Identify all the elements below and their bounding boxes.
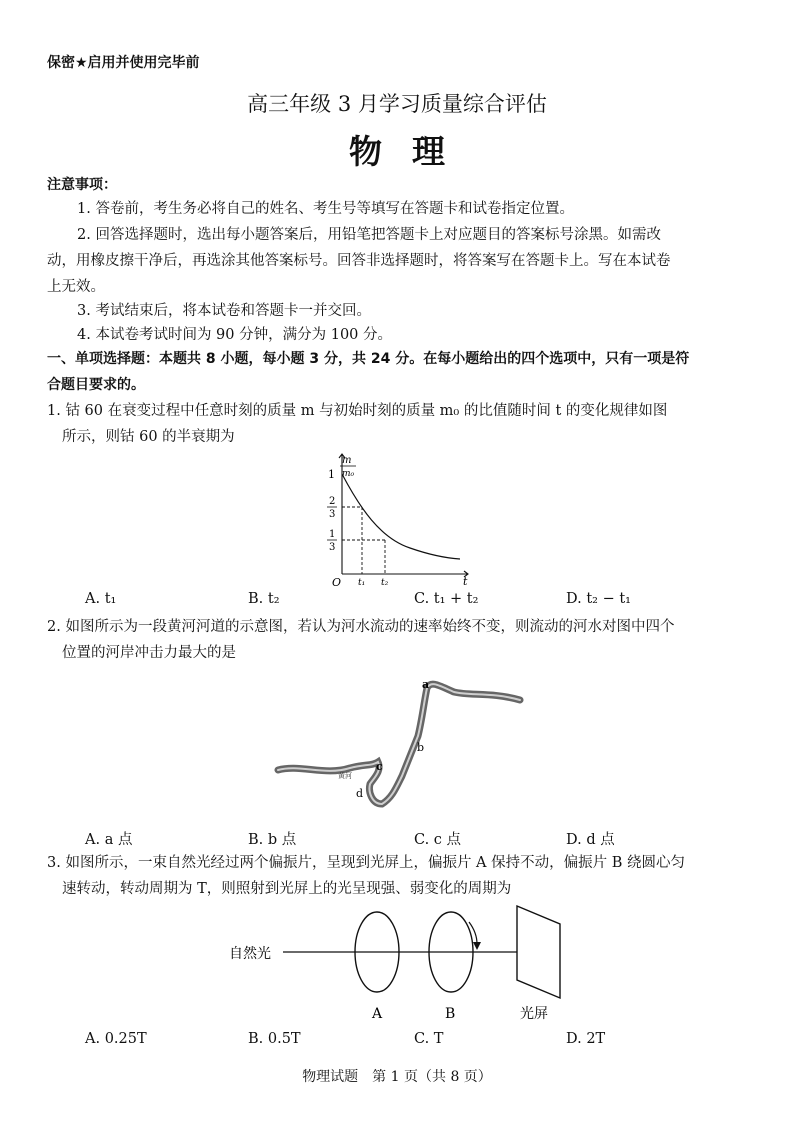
q1-stem-cont: 所示，则钴 60 的半衰期为 xyxy=(62,429,235,445)
polarizer-diagram xyxy=(225,900,585,1030)
guide-lines xyxy=(342,507,385,574)
q1-option-b: B. t₂ xyxy=(248,591,280,607)
river-path xyxy=(278,684,520,804)
point-d-label: d xyxy=(356,787,364,800)
point-a-label: a xyxy=(422,678,430,691)
decay-graph xyxy=(320,448,480,588)
section-heading: 一、单项选择题：本题共 8 小题，每小题 3 分，共 24 分。在每小题给出的四个选项中，只有一项是符 xyxy=(47,351,690,367)
notice-item: 动，用橡皮擦干净后，再选涂其他答案标号。回答非选择题时，将答案写在答题卡上。写在本试卷 xyxy=(47,253,671,269)
tick-2-3-den: 3 xyxy=(329,509,336,520)
notice-item: 4. 本试卷考试时间为 90 分钟，满分为 100 分。 xyxy=(77,327,393,343)
subject-title: 物理 xyxy=(349,132,475,171)
rotation-arrowhead xyxy=(473,942,481,950)
q3-stem-cont: 速转动，转动周期为 T，则照射到光屏上的光呈现强、弱变化的周期为 xyxy=(62,881,512,897)
tick-1-3-den: 3 xyxy=(329,542,336,553)
screen-shape xyxy=(517,906,560,998)
q2-option-d: D. d 点 xyxy=(566,832,615,848)
notice-heading: 注意事项： xyxy=(47,177,117,193)
q2-stem-cont: 位置的河岸冲击力最大的是 xyxy=(62,645,236,661)
graph-axes xyxy=(339,454,468,577)
screen-label: 光屏 xyxy=(520,1006,548,1022)
q3-stem: 3. 如图所示，一束自然光经过两个偏振片，呈现到光屏上，偏振片 A 保持不动，偏振片 B 绕圆心匀 xyxy=(47,855,686,871)
point-c-label: c xyxy=(376,760,383,773)
river-name-label: 黄河 xyxy=(338,772,352,780)
decay-curve xyxy=(342,474,460,559)
section-heading-cont: 合题目要求的。 xyxy=(47,377,145,393)
q1-option-c: C. t₁ + t₂ xyxy=(414,591,479,607)
point-b-label: b xyxy=(417,741,425,754)
page-footer: 物理试题 第 1 页（共 8 页） xyxy=(302,1069,492,1085)
q3-option-a: A. 0.25T xyxy=(85,1031,147,1047)
q1-stem: 1. 钴 60 在衰变过程中任意时刻的质量 m 与初始时刻的质量 m₀ 的比值随时间 t 的变化规律如图 xyxy=(47,403,668,419)
y-label-num: m xyxy=(342,455,352,466)
exam-title: 高三年级 3 月学习质量综合评估 xyxy=(247,92,547,116)
notice-item: 1. 答卷前，考生务必将自己的姓名、考生号等填写在答题卡和试卷指定位置。 xyxy=(77,201,574,217)
notice-item: 2. 回答选择题时，选出每小题答案后，用铅笔把答题卡上对应题目的答案标号涂黑。如需改 xyxy=(77,227,661,243)
river-map xyxy=(270,672,530,822)
notice-item: 上无效。 xyxy=(47,279,105,295)
t-axis-label: t xyxy=(463,575,468,588)
label-b: B xyxy=(445,1006,456,1022)
q3-option-b: B. 0.5T xyxy=(248,1031,301,1047)
t1-label: t₁ xyxy=(358,578,366,588)
tick-1-3-num: 1 xyxy=(329,529,336,540)
q2-option-a: A. a 点 xyxy=(85,832,133,848)
tick-1: 1 xyxy=(328,468,335,481)
q2-option-b: B. b 点 xyxy=(248,832,297,848)
tick-2-3-num: 2 xyxy=(329,496,336,507)
q3-option-c: C. T xyxy=(414,1031,444,1047)
y-label-den: m₀ xyxy=(342,469,355,479)
label-a: A xyxy=(372,1006,383,1022)
q1-option-d: D. t₂ − t₁ xyxy=(566,591,631,607)
notice-item: 3. 考试结束后，将本试卷和答题卡一并交回。 xyxy=(77,303,371,319)
q1-option-a: A. t₁ xyxy=(85,591,117,607)
confidential-label: 保密★启用并使用完毕前 xyxy=(47,55,200,71)
q3-option-d: D. 2T xyxy=(566,1031,606,1047)
natural-light-label: 自然光 xyxy=(229,946,271,962)
q2-stem: 2. 如图所示为一段黄河河道的示意图，若认为河水流动的速率始终不变，则流动的河水对图中四个 xyxy=(47,619,675,635)
t2-label: t₂ xyxy=(381,578,389,588)
q2-option-c: C. c 点 xyxy=(414,832,462,848)
origin-label: O xyxy=(332,576,342,588)
